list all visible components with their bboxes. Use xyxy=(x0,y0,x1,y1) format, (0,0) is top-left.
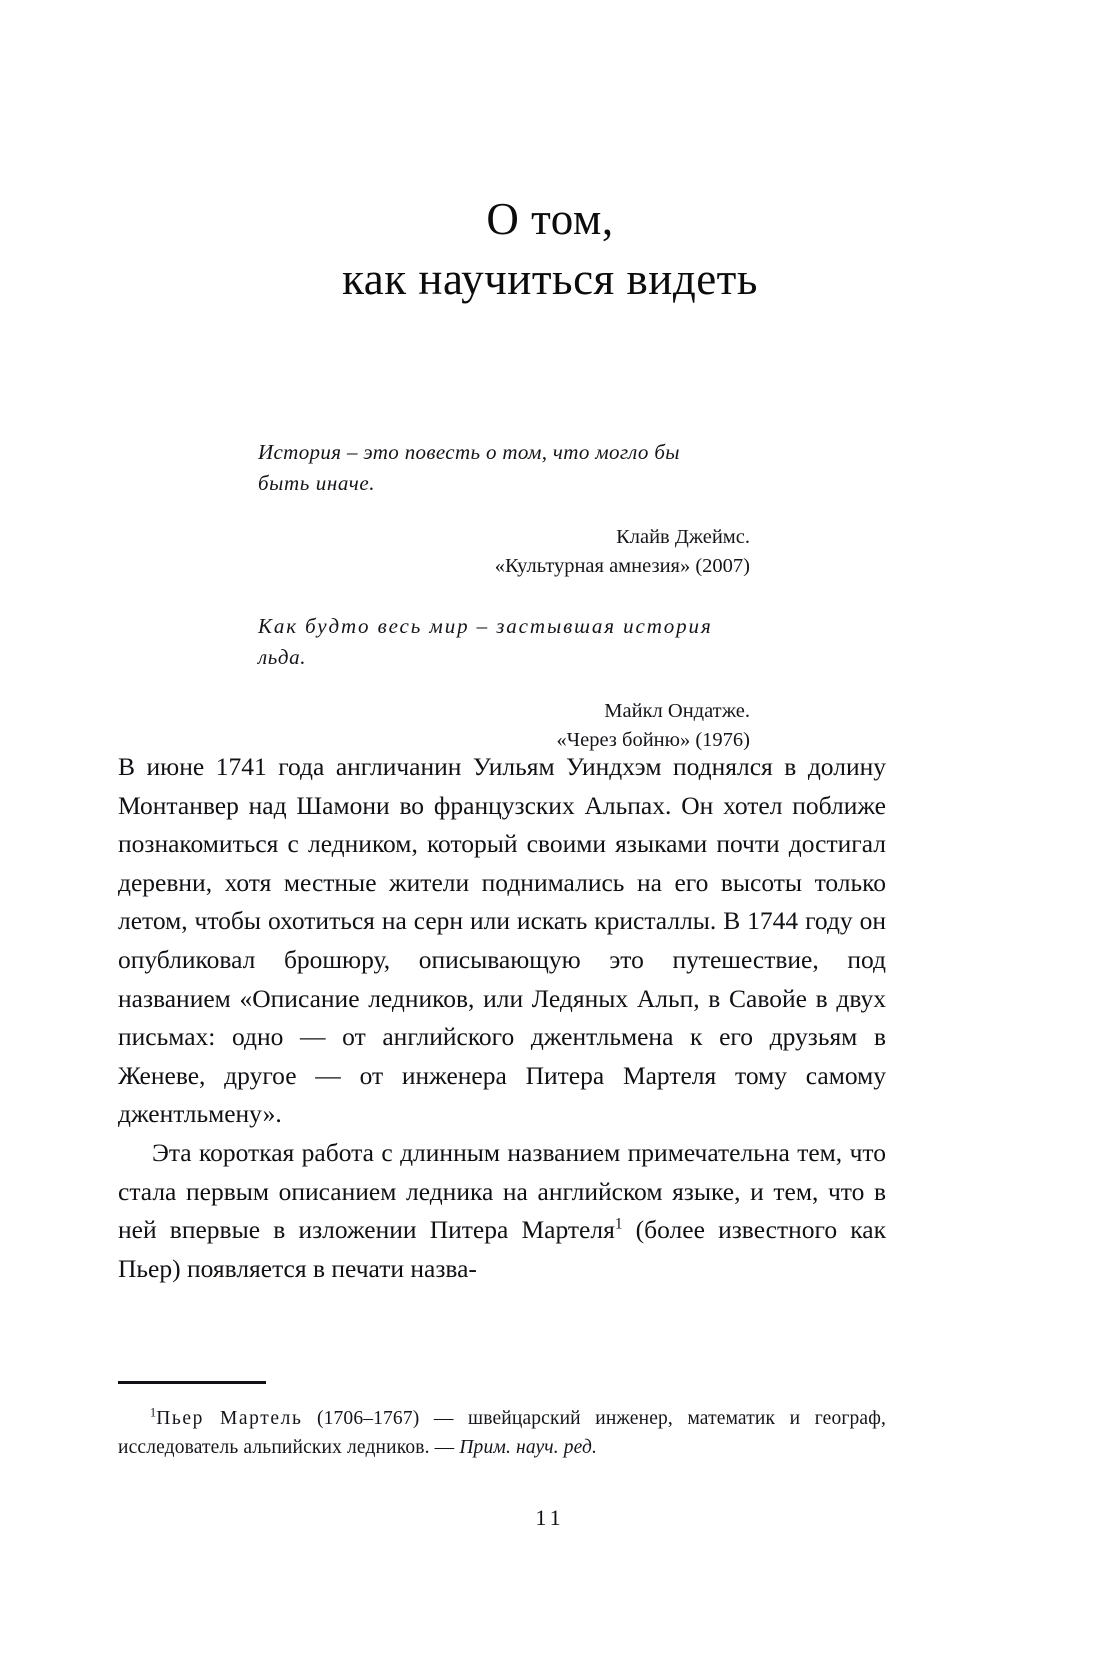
footnote-separator-rule xyxy=(118,1381,266,1384)
epigraph-2-author: Майкл Ондатже. xyxy=(604,699,750,722)
page-number: 11 xyxy=(535,1505,565,1530)
footnote-reference-marker[interactable]: 1 xyxy=(614,1215,623,1233)
epigraph-1-line-2: быть иначе. xyxy=(258,470,376,495)
epigraph-1-source: «Культурная амнезия» (2007) xyxy=(494,554,750,577)
body-paragraph-2-part-1: Эта короткая работа с длинным названием примечательна тем, что стала первым описанием ледника на английском языке, и тем, что в ней впервые в изложении Питера Мартеля xyxy=(118,1137,886,1245)
body-paragraph-2-part-2: (более известного как Пьер) появляется в печати назва- xyxy=(118,1215,886,1283)
page-title xyxy=(130,190,970,310)
epigraph-2-line-1: Как будто весь мир – застывшая история xyxy=(258,613,713,638)
body-paragraph-1: В июне 1741 года англичанин Уильям Уиндхэм поднялся в долину Монтанвер над Шамони во французских Альпах. Он хотел поближе познакомиться с ледником, который своими языками почти достигал деревни, хотя местные жители поднимались на его высоты только летом, чтобы охотиться на серн или искать кристаллы. В 1744 году он опубликовал брошюру, описывающую это путешествие, под названием «Описание ледников, или Ледяных Альп, в Савойе в двух письмах: одно — от английского джентльмена к его друзьям в Женеве, другое — от инженера Питера Мартеля тому самому джентльмену». xyxy=(118,752,886,1129)
body-paragraph-2 xyxy=(118,1134,886,1288)
footnote-marker: 1 xyxy=(150,1405,157,1420)
epigraph-1-author: Клайв Джеймс. xyxy=(616,525,750,548)
footnote-person-name: Пьер Мартель xyxy=(156,1408,303,1429)
chapter-title-line-1: О том, xyxy=(486,194,614,245)
footnote-editor-note: Прим. науч. ред. xyxy=(459,1437,598,1458)
epigraph-quote-2 xyxy=(258,611,750,673)
epigraph-attribution-2 xyxy=(258,697,750,755)
chapter-title-line-2: как научиться видеть xyxy=(342,253,758,304)
spacer xyxy=(258,673,750,697)
epigraph-2-line-2: льда. xyxy=(258,644,307,669)
spacer xyxy=(258,499,750,523)
footnote-description: (1706–1767) — швейцарский инженер, математик и географ, исследователь альпийских ледников. — xyxy=(118,1408,887,1458)
footnote-text xyxy=(118,1404,886,1462)
epigraph-2-source: «Через бойню» (1976) xyxy=(556,728,750,751)
spacer xyxy=(258,581,750,611)
epigraph-attribution-1 xyxy=(258,523,750,581)
body-text xyxy=(118,748,886,1288)
epigraph-1-line-1: История – это повесть о том, что могло бы xyxy=(258,440,680,464)
epigraph-block xyxy=(258,437,750,755)
epigraph-quote-1 xyxy=(258,437,750,499)
footnote-block xyxy=(118,1404,886,1462)
